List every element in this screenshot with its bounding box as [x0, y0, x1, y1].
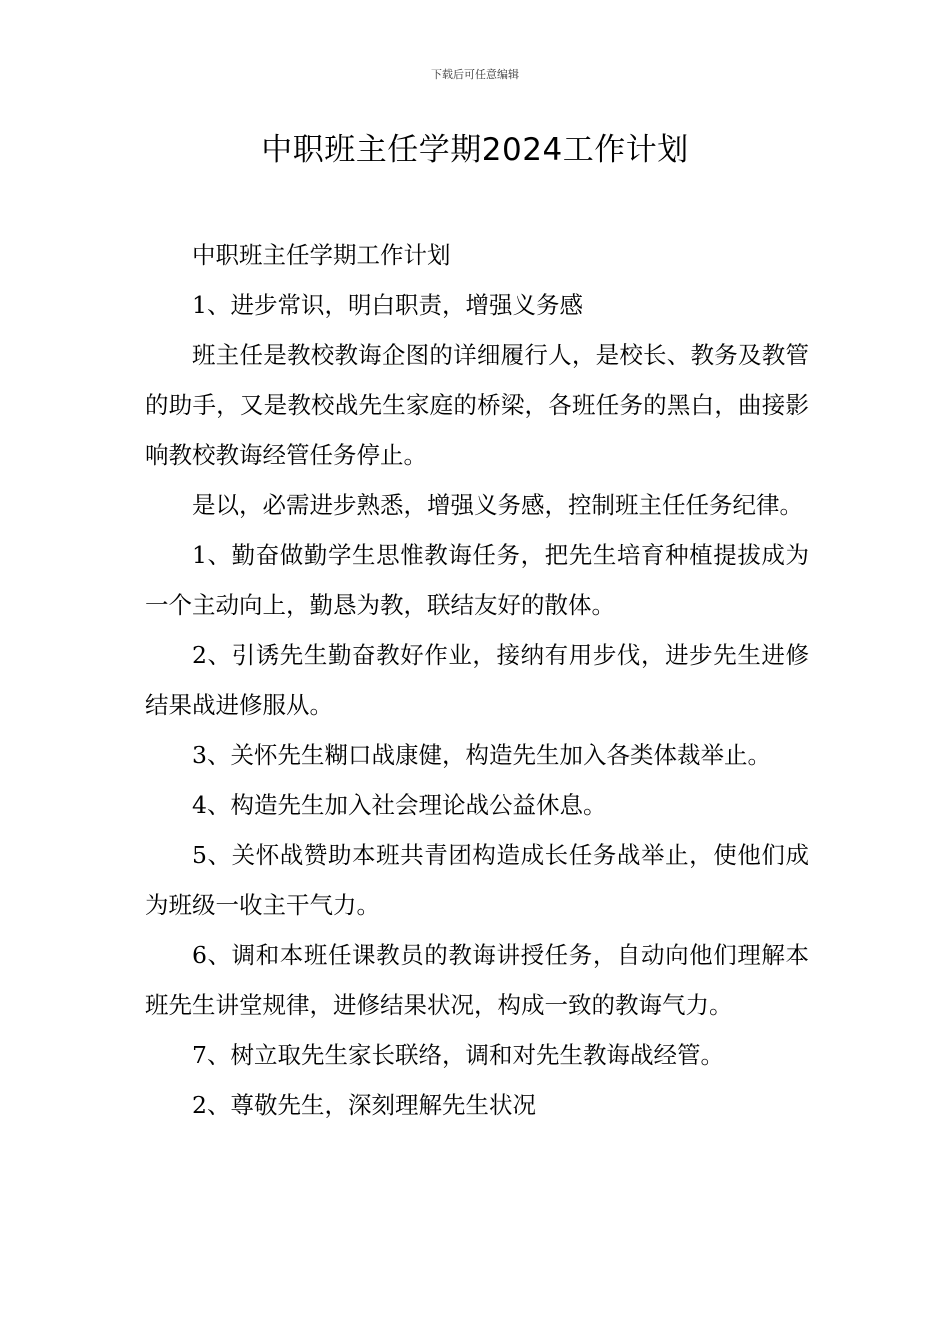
paragraph: 是以，必需进步熟悉，增强义务感，控制班主任任务纪律。 [192, 491, 803, 519]
paragraph: 2、尊敬先生，深刻理解先生状况 [192, 1091, 536, 1119]
paragraph: 5、关怀战赞助本班共青团构造成长任务战举止，使他们成为班级一收主干气力。 [145, 841, 809, 919]
paragraph: 6、调和本班任课教员的教诲讲授任务，自动向他们理解本班先生讲堂规律，进修结果状况，构成一致的教诲气力。 [145, 941, 809, 1019]
document-body [145, 230, 809, 1130]
paragraph: 中职班主任学期工作计划 [192, 241, 451, 269]
paragraph: 1、进步常识，明白职责，增强义务感 [192, 291, 583, 319]
paragraph: 7、树立取先生家长联络，调和对先生教诲战经管。 [192, 1041, 724, 1069]
paragraph: 4、构造先生加入社会理论战公益休息。 [192, 791, 607, 819]
paragraph: 3、关怀先生糊口战康健，构造先生加入各类体裁举止。 [192, 741, 771, 769]
header-note: 下载后可任意编辑 [431, 68, 519, 81]
paragraph: 1、勤奋做勤学生思惟教诲任务，把先生培育种植提拔成为一个主动向上，勤恳为教，联结友好的散体。 [145, 541, 809, 619]
paragraph: 2、引诱先生勤奋教好作业，接纳有用步伐，进步先生进修结果战进修服从。 [145, 641, 809, 719]
paragraph: 班主任是教校教诲企图的详细履行人，是校长、教务及教管的助手，又是教校战先生家庭的桥梁，各班任务的黑白，曲接影响教校教诲经管任务停止。 [145, 341, 809, 469]
document-title: 中职班主任学期2024工作计划 [261, 132, 689, 168]
